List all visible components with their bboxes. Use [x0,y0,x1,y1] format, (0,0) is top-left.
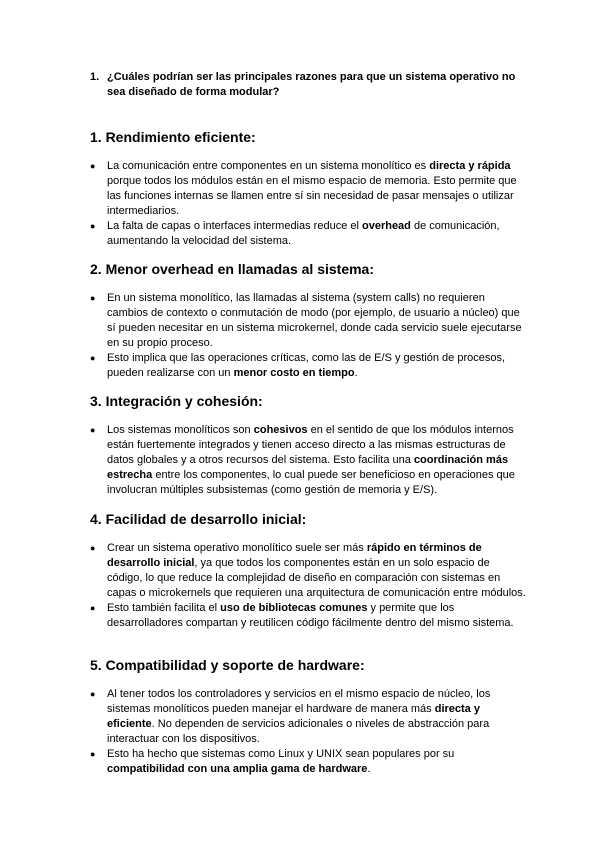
text-run-bold: uso de bibliotecas comunes [220,602,368,614]
bullet-item [90,601,526,631]
text-run: y permite que los desarrolladores compartan y reutilicen código fácilmente dentro del mismo sistema. [107,602,514,629]
bullet-list [90,541,526,631]
section-desarrollo [90,510,526,631]
text-run-bold: coordinación más estrecha [107,454,509,481]
bullet-item [90,219,526,249]
section-heading: 2. Menor overhead en llamadas al sistema: [90,261,375,277]
bullet-item [90,423,526,498]
text-run-bold: directa y rápida [429,160,511,172]
section-hardware [90,656,526,777]
text-run-bold: cohesivos [253,424,308,436]
question-text: ¿Cuáles podrían ser las principales razones para que un sistema operativo no sea diseñado de forma modular? [107,71,516,98]
text-run: en el sentido de que los módulos internos están fuertemente integrados y tienen acceso directo a las mismas estructuras de datos globales y a otros recursos del sistema. Esto facilita una [107,424,514,466]
text-run-bold: rápido en términos de desarrollo inicial [107,542,482,569]
section-heading: 3. Integración y cohesión: [90,393,263,409]
text-run: Al tener todos los controladores y servicios en el mismo espacio de núcleo, los sistemas monolíticos pueden manejar el hardware de manera más [107,688,491,715]
section-rendimiento [90,128,526,249]
section-heading: 4. Facilidad de desarrollo inicial: [90,511,307,527]
text-run: porque todos los módulos están en el mismo espacio de memoria. Esto permite que las funciones internas se llamen entre sí sin necesidad de pasar mensajes o utilizar intermediarios. [107,175,517,217]
text-run: La falta de capas o interfaces intermedias reduce el [107,220,362,232]
section-heading: 1. Rendimiento eficiente: [90,129,256,145]
text-run: En un sistema monolítico, las llamadas al sistema (system calls) no requieren cambios de contexto o conmutación de modo (por ejemplo, de usuario a núcleo) que sí pueden necesitar en un sistema microkernel, donde cada servicio suele ejecutarse en su propio proceso. [107,292,522,349]
question [90,70,530,100]
text-run-bold: directa y eficiente [107,703,480,730]
text-run: entre los componentes, lo cual puede ser beneficioso en operaciones que involucran múltiples subsistemas (como gestión de memoria y E/S). [107,469,515,496]
text-run: . [367,763,371,775]
bullet-list [90,423,526,498]
text-run: Los sistemas monolíticos son [107,424,254,436]
text-run: de comunicación, aumentando la velocidad del sistema. [107,220,500,247]
bullet-item [90,687,526,747]
bullet-item [90,541,526,601]
text-run: La comunicación entre componentes en un sistema monolítico es [107,160,430,172]
bullet-item [90,747,526,777]
text-run-bold: menor costo en tiempo [233,367,355,379]
text-run: Esto también facilita el [107,602,221,614]
section-integracion [90,392,526,498]
text-run: Esto implica que las operaciones críticas, como las de E/S y gestión de procesos, pueden realizarse con un [107,352,506,379]
bullet-item [90,159,526,219]
bullet-item [90,291,526,351]
section-overhead [90,260,526,381]
bullet-list [90,291,526,381]
text-run: . No dependen de servicios adicionales o niveles de abstracción para interactuar con los dispositivos. [107,718,490,745]
bullet-list [90,159,526,249]
bullet-list [90,687,526,777]
text-run: . [354,367,358,379]
text-run: Crear un sistema operativo monolítico suele ser más [107,542,367,554]
question-number: 1. [90,71,100,83]
section-heading: 5. Compatibilidad y soporte de hardware: [90,657,365,673]
bullet-item [90,351,526,381]
text-run-bold: overhead [361,220,411,232]
text-run: , ya que todos los componentes están en un solo espacio de código, lo que reduce la complejidad de diseño en comparación con sistemas en capas o microkernels que requieren una arquitectura de comunicación entre módulos. [107,557,526,599]
text-run: Esto ha hecho que sistemas como Linux y UNIX sean populares por su [107,748,455,760]
text-run-bold: compatibilidad con una amplia gama de hardware [107,763,368,775]
